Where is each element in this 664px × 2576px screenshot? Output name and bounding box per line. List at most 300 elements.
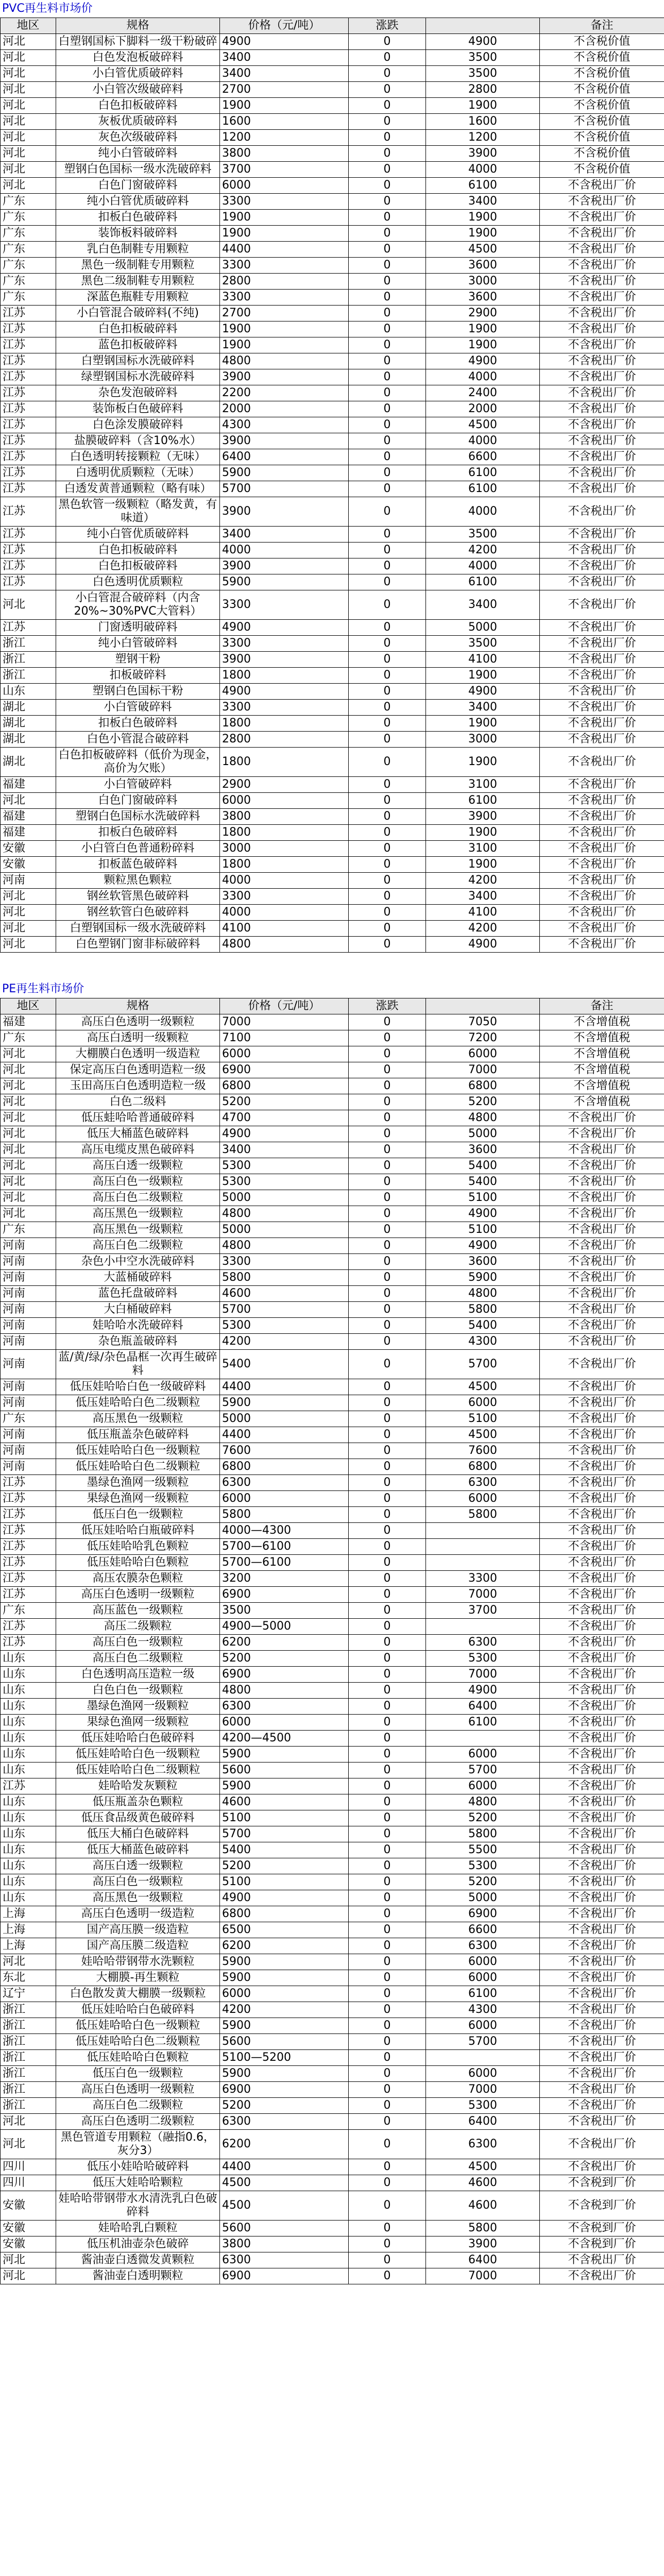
cell-price-high: 2800 (426, 82, 540, 98)
table-row (1, 793, 664, 809)
cell-change: 0 (349, 825, 426, 841)
cell-region: 河北 (1, 889, 56, 905)
cell-note: 不含税价值 (540, 98, 664, 114)
cell-change: 0 (349, 210, 426, 226)
cell-region: 河北 (1, 2130, 56, 2159)
cell-change: 0 (349, 290, 426, 306)
table-row (1, 1142, 664, 1158)
cell-spec: 低压瓶盖杂色颗粒 (56, 1794, 220, 1810)
cell-note: 不含税到厂价 (540, 2191, 664, 2221)
table-row (1, 1826, 664, 1842)
cell-price: 5400 (220, 1842, 349, 1858)
cell-note: 不含税出厂价 (540, 620, 664, 636)
cell-change: 0 (349, 1938, 426, 1954)
cell-price-high: 4100 (426, 652, 540, 668)
cell-note: 不含税出厂价 (540, 1206, 664, 1222)
cell-note: 不含税出厂价 (540, 1539, 664, 1555)
cell-note: 不含增值税 (540, 1014, 664, 1030)
cell-price: 4400 (220, 1427, 349, 1443)
cell-price-high: 3000 (426, 732, 540, 748)
cell-price: 5000 (220, 1190, 349, 1206)
cell-change: 0 (349, 1858, 426, 1874)
cell-note: 不含税出厂价 (540, 2050, 664, 2066)
cell-price: 6200 (220, 2130, 349, 2159)
table-row (1, 1094, 664, 1110)
cell-price: 1800 (220, 857, 349, 873)
cell-price: 4300 (220, 417, 349, 433)
table-row (1, 1603, 664, 1619)
table-row (1, 2159, 664, 2175)
pe-section-title: PE再生料市场价 (2, 982, 84, 995)
cell-price: 6000 (220, 1715, 349, 1731)
table-row (1, 130, 664, 146)
cell-region: 山东 (1, 1747, 56, 1762)
cell-price-high: 4200 (426, 873, 540, 889)
cell-note: 不含税出厂价 (540, 1174, 664, 1190)
header-change: 涨跌 (349, 18, 426, 34)
cell-spec: 深蓝色瓶鞋专用颗粒 (56, 290, 220, 306)
cell-price-high: 3500 (426, 50, 540, 66)
cell-spec: 小白管优质破碎料 (56, 66, 220, 82)
header-note: 备注 (540, 18, 664, 34)
cell-change: 0 (349, 2130, 426, 2159)
cell-price: 7100 (220, 1030, 349, 1046)
table-row (1, 497, 664, 527)
cell-region: 广东 (1, 210, 56, 226)
cell-spec: 低压娃哈哈白色一级颗粒 (56, 2018, 220, 2034)
table-row (1, 1222, 664, 1238)
cell-region: 河南 (1, 873, 56, 889)
cell-price: 6300 (220, 2114, 349, 2130)
table-row (1, 2034, 664, 2050)
cell-region: 山东 (1, 1874, 56, 1890)
cell-change: 0 (349, 558, 426, 574)
cell-region: 山东 (1, 1842, 56, 1858)
cell-change: 0 (349, 66, 426, 82)
cell-price-high: 1900 (426, 825, 540, 841)
cell-note: 不含税出厂价 (540, 1619, 664, 1635)
cell-price: 5700 (220, 1826, 349, 1842)
cell-price: 6000 (220, 1986, 349, 2002)
cell-spec: 黑色软管一级颗粒（略发黄，有味道） (56, 497, 220, 527)
cell-note: 不含税出厂价 (540, 226, 664, 242)
cell-price: 3300 (220, 889, 349, 905)
cell-region: 四川 (1, 2159, 56, 2175)
table-row (1, 590, 664, 620)
cell-region: 江苏 (1, 543, 56, 558)
cell-region: 山东 (1, 1858, 56, 1874)
cell-note: 不含税出厂价 (540, 353, 664, 369)
cell-change: 0 (349, 2082, 426, 2098)
cell-spec: 蓝/黄/绿/杂色晶框一次再生破碎料 (56, 1350, 220, 1379)
cell-spec: 高压白色透明一级造粒 (56, 1906, 220, 1922)
cell-price-high: 6000 (426, 1491, 540, 1507)
table-row (1, 777, 664, 793)
cell-change: 0 (349, 809, 426, 825)
cell-note: 不含税出厂价 (540, 590, 664, 620)
header-price-high (426, 18, 540, 34)
cell-region: 广东 (1, 290, 56, 306)
table-row (1, 194, 664, 210)
cell-price-high: 6100 (426, 574, 540, 590)
cell-note: 不含税出厂价 (540, 574, 664, 590)
cell-note: 不含税出厂价 (540, 716, 664, 732)
pvc-section (0, 0, 664, 953)
cell-price-high: 4800 (426, 1794, 540, 1810)
table-row (1, 82, 664, 98)
cell-price-high: 4900 (426, 1683, 540, 1699)
cell-region: 河北 (1, 1094, 56, 1110)
cell-region: 河南 (1, 1318, 56, 1334)
cell-price: 3300 (220, 700, 349, 716)
cell-note: 不含税出厂价 (540, 1603, 664, 1619)
cell-region: 湖北 (1, 732, 56, 748)
table-row (1, 2252, 664, 2268)
cell-price-high: 5000 (426, 1126, 540, 1142)
cell-spec: 杂色小中空水洗破碎料 (56, 1254, 220, 1270)
cell-spec: 小白管白色普通粉碎料 (56, 841, 220, 857)
cell-region: 河南 (1, 1334, 56, 1350)
cell-price: 4600 (220, 1794, 349, 1810)
cell-change: 0 (349, 1158, 426, 1174)
cell-spec: 高压白色透明二级颗粒 (56, 2114, 220, 2130)
table-row (1, 1475, 664, 1491)
table-row (1, 2175, 664, 2191)
cell-price: 4100 (220, 921, 349, 937)
cell-price: 5800 (220, 1507, 349, 1523)
cell-region: 江苏 (1, 449, 56, 465)
cell-region: 江苏 (1, 369, 56, 385)
cell-note: 不含税出厂价 (540, 793, 664, 809)
cell-note: 不含税出厂价 (540, 700, 664, 716)
cell-price-high: 3400 (426, 590, 540, 620)
cell-price-high: 5000 (426, 620, 540, 636)
table-row (1, 449, 664, 465)
table-row (1, 857, 664, 873)
cell-spec: 高压白色二级颗粒 (56, 1651, 220, 1667)
cell-change: 0 (349, 700, 426, 716)
cell-price: 4000 (220, 873, 349, 889)
cell-region: 河南 (1, 1238, 56, 1254)
header-price: 价格（元/吨） (220, 18, 349, 34)
cell-region: 河北 (1, 1206, 56, 1222)
cell-note: 不含税出厂价 (540, 369, 664, 385)
table-row (1, 1411, 664, 1427)
cell-change: 0 (349, 1699, 426, 1715)
cell-price-high: 4600 (426, 2191, 540, 2221)
cell-price: 6900 (220, 1587, 349, 1603)
cell-change: 0 (349, 905, 426, 921)
table-row (1, 162, 664, 178)
cell-spec: 高压黑色一级颗粒 (56, 1206, 220, 1222)
cell-price: 2900 (220, 777, 349, 793)
cell-spec: 低压娃哈哈白色二级颗粒 (56, 1459, 220, 1475)
cell-price-high: 5300 (426, 1858, 540, 1874)
cell-region: 河北 (1, 82, 56, 98)
cell-spec: 白色透明高压造粒一级 (56, 1667, 220, 1683)
pe-price-table (0, 998, 664, 2284)
cell-change: 0 (349, 1206, 426, 1222)
cell-note: 不含税到厂价 (540, 2236, 664, 2252)
table-row (1, 1350, 664, 1379)
cell-price: 1600 (220, 114, 349, 130)
table-row (1, 2082, 664, 2098)
cell-spec: 塑钢白色国标水洗破碎料 (56, 809, 220, 825)
cell-change: 0 (349, 1523, 426, 1539)
cell-price: 4500 (220, 2175, 349, 2191)
cell-note: 不含税价值 (540, 82, 664, 98)
cell-change: 0 (349, 1270, 426, 1286)
cell-region: 辽宁 (1, 1986, 56, 2002)
cell-change: 0 (349, 1110, 426, 1126)
cell-price: 1900 (220, 210, 349, 226)
cell-price-high: 5300 (426, 1651, 540, 1667)
cell-spec: 扣板白色破碎料 (56, 825, 220, 841)
cell-spec: 低压食品级黄色破碎料 (56, 1810, 220, 1826)
cell-price: 3200 (220, 1571, 349, 1587)
table-row (1, 1890, 664, 1906)
cell-note: 不含增值税 (540, 1046, 664, 1062)
cell-change: 0 (349, 1651, 426, 1667)
cell-change: 0 (349, 1443, 426, 1459)
cell-price: 2700 (220, 306, 349, 321)
cell-note: 不含税出厂价 (540, 417, 664, 433)
cell-spec: 灰色次级破碎料 (56, 130, 220, 146)
cell-spec: 黑色管道专用颗粒（融指0.6，灰分3） (56, 2130, 220, 2159)
table-row (1, 481, 664, 497)
cell-change: 0 (349, 162, 426, 178)
cell-note: 不含税出厂价 (540, 1571, 664, 1587)
cell-change: 0 (349, 1046, 426, 1062)
cell-region: 河北 (1, 146, 56, 162)
cell-note: 不含税出厂价 (540, 1286, 664, 1302)
cell-note: 不含税出厂价 (540, 1318, 664, 1334)
cell-spec: 低压白色一级颗粒 (56, 2066, 220, 2082)
cell-note: 不含税出厂价 (540, 1715, 664, 1731)
cell-spec: 低压大桶蓝色破碎料 (56, 1126, 220, 1142)
cell-change: 0 (349, 337, 426, 353)
cell-price-high: 6100 (426, 1986, 540, 2002)
cell-region: 江苏 (1, 401, 56, 417)
cell-spec: 高压白透一级颗粒 (56, 1858, 220, 1874)
cell-change: 0 (349, 1014, 426, 1030)
cell-note: 不含增值税 (540, 1094, 664, 1110)
cell-note: 不含税出厂价 (540, 337, 664, 353)
cell-price-high: 2000 (426, 401, 540, 417)
cell-price-high: 4500 (426, 1427, 540, 1443)
cell-change: 0 (349, 1174, 426, 1190)
cell-spec: 黑色一级制鞋专用颗粒 (56, 258, 220, 274)
cell-region: 河北 (1, 1078, 56, 1094)
cell-note: 不含税出厂价 (540, 242, 664, 258)
cell-change: 0 (349, 226, 426, 242)
table-row (1, 1190, 664, 1206)
cell-price-high: 3900 (426, 146, 540, 162)
cell-region: 广东 (1, 1222, 56, 1238)
cell-price-high: 4000 (426, 162, 540, 178)
cell-note: 不含增值税 (540, 1030, 664, 1046)
cell-region: 浙江 (1, 2098, 56, 2114)
cell-note: 不含税出厂价 (540, 1459, 664, 1475)
cell-price: 2700 (220, 82, 349, 98)
cell-price: 1800 (220, 668, 349, 684)
cell-note: 不含税出厂价 (540, 1427, 664, 1443)
table-row (1, 1731, 664, 1747)
cell-spec: 高压白色透明一级颗粒 (56, 1014, 220, 1030)
cell-spec: 大白桶破碎料 (56, 1302, 220, 1318)
cell-note: 不含税出厂价 (540, 178, 664, 194)
cell-spec: 扣板白色破碎料 (56, 716, 220, 732)
cell-spec: 扣板白色破碎料 (56, 210, 220, 226)
table-row (1, 889, 664, 905)
cell-spec: 小白管破碎料 (56, 700, 220, 716)
cell-price: 5400 (220, 1350, 349, 1379)
cell-price-high: 6100 (426, 481, 540, 497)
cell-spec: 低压娃哈哈白色破碎料 (56, 1731, 220, 1747)
cell-spec: 白色门窗破碎料 (56, 178, 220, 194)
cell-spec: 纯小白管优质破碎料 (56, 527, 220, 543)
cell-price: 3300 (220, 258, 349, 274)
cell-note: 不含税出厂价 (540, 1938, 664, 1954)
table-row (1, 937, 664, 953)
cell-spec: 门窗透明破碎料 (56, 620, 220, 636)
cell-note: 不含税出厂价 (540, 210, 664, 226)
cell-region: 河北 (1, 1158, 56, 1174)
cell-price: 2000 (220, 401, 349, 417)
cell-price-high: 5800 (426, 1507, 540, 1523)
cell-price: 6900 (220, 2082, 349, 2098)
cell-spec: 盐膜破碎料（含10%水） (56, 433, 220, 449)
cell-price: 4800 (220, 1238, 349, 1254)
cell-spec: 低压娃哈哈白色二级颗粒 (56, 1762, 220, 1778)
cell-region: 浙江 (1, 636, 56, 652)
cell-price: 5700—6100 (220, 1539, 349, 1555)
cell-price: 5200 (220, 2098, 349, 2114)
cell-change: 0 (349, 2002, 426, 2018)
cell-note: 不含税价值 (540, 34, 664, 50)
cell-region: 湖北 (1, 700, 56, 716)
cell-change: 0 (349, 82, 426, 98)
cell-change: 0 (349, 2034, 426, 2050)
table-row (1, 905, 664, 921)
table-row (1, 1635, 664, 1651)
cell-region: 江苏 (1, 306, 56, 321)
header-region: 地区 (1, 998, 56, 1014)
cell-note: 不含税出厂价 (540, 1667, 664, 1683)
table-row (1, 2114, 664, 2130)
cell-change: 0 (349, 1667, 426, 1683)
table-row (1, 114, 664, 130)
table-row (1, 1395, 664, 1411)
cell-price: 6400 (220, 449, 349, 465)
cell-note: 不含税出厂价 (540, 732, 664, 748)
cell-spec: 高压黑色一级颗粒 (56, 1411, 220, 1427)
cell-region: 江苏 (1, 1507, 56, 1523)
cell-spec: 白色门窗破碎料 (56, 793, 220, 809)
cell-price: 5800 (220, 1270, 349, 1286)
cell-region: 河南 (1, 1379, 56, 1395)
cell-price-high: 3400 (426, 194, 540, 210)
cell-spec: 玉田高压白色透明造粒一级 (56, 1078, 220, 1094)
cell-note: 不含税出厂价 (540, 809, 664, 825)
cell-change: 0 (349, 1142, 426, 1158)
cell-note: 不含税出厂价 (540, 1110, 664, 1126)
cell-region: 江苏 (1, 481, 56, 497)
cell-region: 福建 (1, 825, 56, 841)
header-change: 涨跌 (349, 998, 426, 1014)
cell-region: 山东 (1, 1699, 56, 1715)
cell-spec: 白色塑钢门窗非标破碎料 (56, 937, 220, 953)
cell-region: 江苏 (1, 1778, 56, 1794)
cell-spec: 高压白色一级颗粒 (56, 1874, 220, 1890)
cell-price-high (426, 1619, 540, 1635)
cell-price: 5300 (220, 1174, 349, 1190)
cell-note: 不含税出厂价 (540, 652, 664, 668)
cell-change: 0 (349, 857, 426, 873)
table-row (1, 1747, 664, 1762)
cell-price: 3400 (220, 50, 349, 66)
cell-change: 0 (349, 497, 426, 527)
cell-price: 3900 (220, 369, 349, 385)
cell-region: 广东 (1, 274, 56, 290)
table-row (1, 1459, 664, 1475)
cell-change: 0 (349, 748, 426, 777)
cell-price-high: 5800 (426, 1826, 540, 1842)
cell-price-high: 5400 (426, 1174, 540, 1190)
cell-note: 不含税出厂价 (540, 1507, 664, 1523)
cell-price-high: 3500 (426, 636, 540, 652)
cell-region: 东北 (1, 1970, 56, 1986)
cell-note: 不含税出厂价 (540, 274, 664, 290)
cell-price: 3400 (220, 527, 349, 543)
cell-spec: 白色白色一级颗粒 (56, 1683, 220, 1699)
cell-region: 河北 (1, 793, 56, 809)
cell-spec: 杂色发泡破碎料 (56, 385, 220, 401)
cell-price: 4800 (220, 1683, 349, 1699)
table-row (1, 1286, 664, 1302)
table-row (1, 1651, 664, 1667)
cell-price-high: 7600 (426, 1443, 540, 1459)
cell-change: 0 (349, 1587, 426, 1603)
cell-spec: 高压白透一级颗粒 (56, 1158, 220, 1174)
table-row (1, 1334, 664, 1350)
cell-note: 不含税出厂价 (540, 1491, 664, 1507)
cell-note: 不含税出厂价 (540, 1747, 664, 1762)
cell-region: 江苏 (1, 1587, 56, 1603)
cell-change: 0 (349, 1954, 426, 1970)
cell-spec: 白色发泡板破碎料 (56, 50, 220, 66)
cell-spec: 低压机油壶杂色破碎 (56, 2236, 220, 2252)
cell-price: 6000 (220, 1046, 349, 1062)
cell-price: 5100—5200 (220, 2050, 349, 2066)
cell-note: 不含税出厂价 (540, 465, 664, 481)
cell-spec: 塑钢白色国标一级水洗破碎料 (56, 162, 220, 178)
cell-spec: 高压电缆皮黑色破碎料 (56, 1142, 220, 1158)
cell-change: 0 (349, 369, 426, 385)
cell-price: 5200 (220, 1094, 349, 1110)
cell-spec: 墨绿色渔网一级颗粒 (56, 1475, 220, 1491)
cell-spec: 扣板破碎料 (56, 668, 220, 684)
table-row (1, 825, 664, 841)
table-row (1, 574, 664, 590)
cell-price-high: 7000 (426, 2082, 540, 2098)
table-header-row (1, 18, 664, 34)
table-row (1, 700, 664, 716)
table-row (1, 527, 664, 543)
table-row (1, 809, 664, 825)
cell-price: 3400 (220, 1142, 349, 1158)
section-gap (0, 953, 664, 980)
